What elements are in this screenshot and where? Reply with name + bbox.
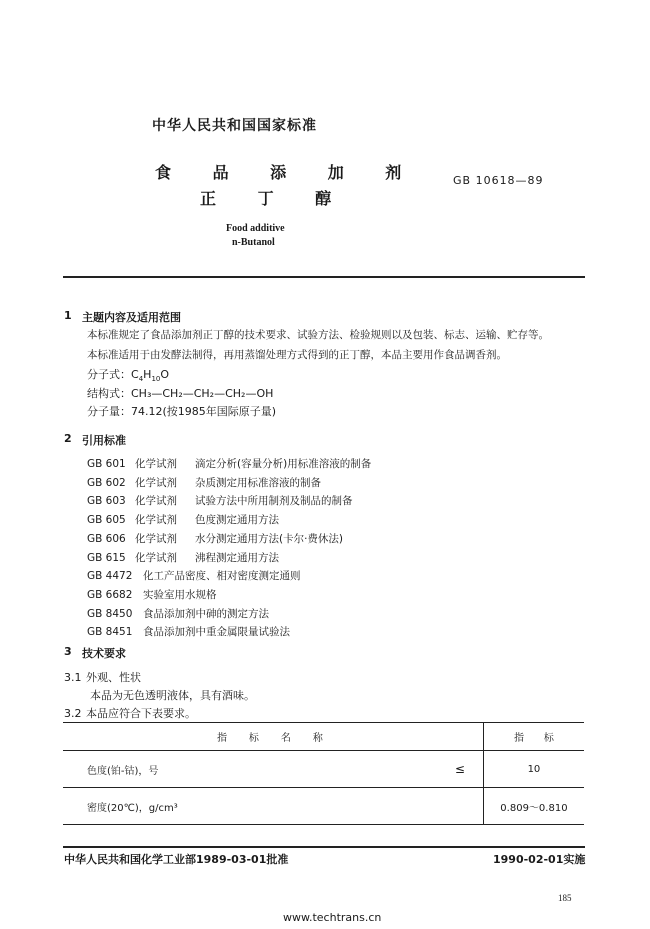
molecular-weight: 分子量：74.12(按1985年国际原子量) — [87, 405, 277, 418]
reference-code: GB 8450 — [87, 607, 133, 620]
section-2-number: 2 — [64, 432, 72, 445]
english-title-line1: Food additive — [226, 223, 285, 234]
formula-oxygen: O — [160, 368, 170, 381]
formula-carbon: C — [131, 368, 139, 381]
approval-line: 中华人民共和国化学工业部1989-03-01批准 — [64, 853, 289, 866]
document-title-line1: 食 品 添 加 剂 — [155, 163, 420, 182]
reference-title: 滴定分析(容量分析)用标准溶液的制备 — [195, 458, 372, 470]
reference-title: 实验室用水规格 — [143, 588, 217, 601]
reference-title: 杂质测定用标准溶液的制备 — [195, 476, 321, 489]
reference-title: 食品添加剂中砷的测定方法 — [143, 607, 269, 620]
column-header-name: 指 标 名 称 — [63, 723, 483, 751]
molecular-formula — [87, 367, 169, 387]
reference-title: 沸程测定通用方法 — [195, 551, 279, 564]
reference-code: GB 4472 — [87, 570, 133, 583]
website-watermark: www.techtrans.cn — [283, 911, 382, 924]
formula-hydrogen: H — [143, 368, 152, 381]
table-row — [63, 788, 584, 825]
column-header-value: 指 标 — [483, 723, 584, 751]
row-value-density: 0.809～0.810 — [483, 788, 584, 825]
table-header-row — [63, 723, 584, 751]
table-row — [63, 751, 584, 788]
formula-carbon-count: 4 — [138, 375, 144, 384]
reference-category: 化学试剂 — [135, 476, 177, 489]
row-value-color: 10 — [483, 751, 584, 788]
implementation-date: 1990-02-01实施 — [493, 853, 586, 866]
reference-code: GB 615 — [87, 551, 126, 564]
structural-formula — [87, 386, 273, 402]
reference-title: 色度测定通用方法 — [195, 514, 279, 527]
reference-category: 化学试剂 — [135, 532, 177, 545]
reference-category: 化学试剂 — [135, 514, 177, 527]
section-1-number: 1 — [64, 309, 72, 322]
page-number: 185 — [558, 893, 572, 903]
reference-category: 化学试剂 — [135, 495, 177, 508]
section-3-number: 3 — [64, 645, 72, 658]
subsection-3-1-title: 外观、性状 — [86, 671, 141, 684]
reference-code: GB 601 — [87, 458, 126, 470]
specification-table — [63, 722, 584, 825]
subsection-3-2 — [64, 706, 196, 722]
footer-divider — [63, 846, 585, 848]
document-title-line2: 正 丁 醇 — [200, 189, 350, 208]
reference-item — [87, 531, 343, 546]
section-1-paragraph-2: 本标准适用于由发酵法制得，再用蒸馏处理方式得到的正丁醇，本品主要用作食品调香剂。 — [87, 349, 507, 361]
section-3-heading: 技术要求 — [82, 647, 126, 660]
row-operator: ≤ — [415, 751, 484, 788]
reference-title: 水分测定通用方法(卡尔·费休法) — [195, 532, 344, 545]
reference-category: 化学试剂 — [135, 458, 177, 470]
reference-code: GB 605 — [87, 514, 126, 527]
reference-code: GB 602 — [87, 476, 126, 489]
reference-item — [87, 587, 217, 602]
structural-formula-value: CH₃—CH₂—CH₂—CH₂—OH — [131, 387, 274, 400]
section-1-heading: 主题内容及适用范围 — [82, 311, 181, 324]
reference-code: GB 6682 — [87, 588, 133, 601]
reference-title: 食品添加剂中重金属限量试验法 — [143, 626, 290, 639]
reference-item — [87, 475, 321, 490]
subsection-3-2-number: 3.2 — [64, 707, 82, 720]
header-divider — [63, 276, 585, 278]
subsection-3-1 — [64, 670, 141, 686]
standard-code: GB 10618—89 — [453, 174, 544, 187]
reference-item — [87, 624, 290, 639]
reference-code: GB 8451 — [87, 626, 133, 639]
reference-item — [87, 512, 279, 527]
reference-item — [87, 606, 269, 621]
national-standard-title: 中华人民共和国国家标准 — [152, 118, 317, 134]
section-1-paragraph-1: 本标准规定了食品添加剂正丁醇的技术要求、试验方法、检验规则以及包装、标志、运输、贮存等。 — [87, 329, 549, 341]
english-title-line2: n-Butanol — [232, 237, 275, 248]
reference-category: 化学试剂 — [135, 551, 177, 564]
subsection-3-2-title: 本品应符合下表要求。 — [86, 707, 196, 720]
section-2-heading: 引用标准 — [82, 434, 126, 447]
reference-item — [87, 550, 279, 565]
row-operator — [415, 788, 484, 825]
reference-code: GB 603 — [87, 495, 126, 508]
reference-item — [87, 493, 353, 508]
reference-code: GB 606 — [87, 532, 126, 545]
subsection-3-1-text: 本品为无色透明液体，具有酒味。 — [90, 689, 255, 702]
molecular-formula-label: 分子式： — [87, 368, 131, 381]
subsection-3-1-number: 3.1 — [64, 671, 82, 684]
structural-formula-label: 结构式： — [87, 387, 131, 400]
formula-hydrogen-count: 10 — [151, 375, 161, 384]
reference-title: 化工产品密度、相对密度测定通则 — [143, 570, 301, 583]
reference-title: 试验方法中所用制剂及制品的制备 — [195, 495, 353, 508]
reference-item — [87, 568, 301, 583]
row-name-color: 色度(铂-钴)，号 — [63, 751, 415, 788]
reference-item — [87, 456, 371, 471]
row-name-density: 密度(20℃)，g/cm³ — [63, 788, 415, 825]
